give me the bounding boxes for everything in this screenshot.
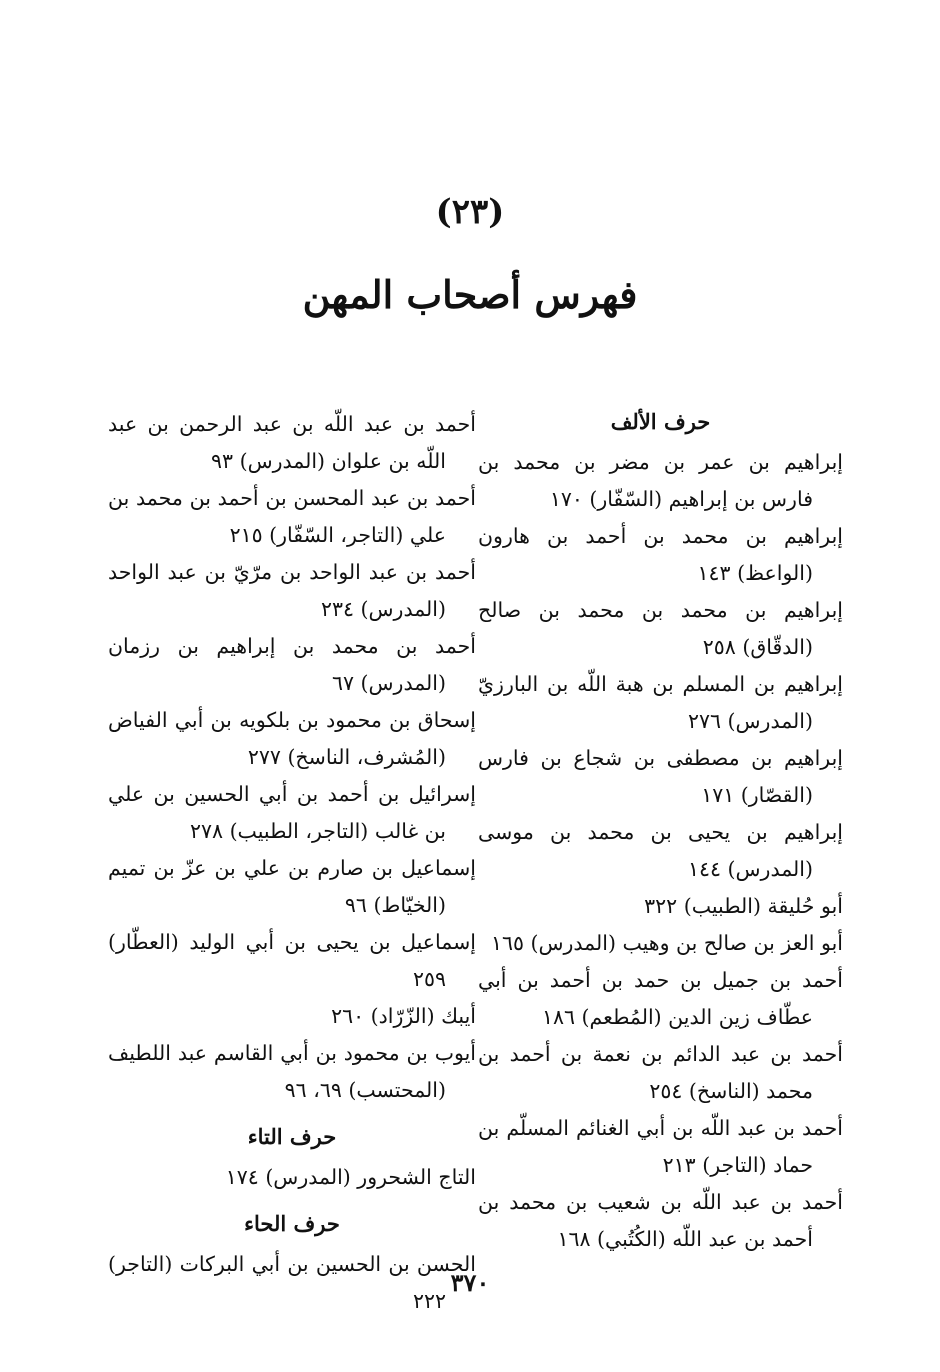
index-entry: إبراهيم بن مصطفى بن شجاع بن فارس (القصّار) ١٧١	[478, 746, 843, 807]
index-column-left	[108, 406, 476, 1320]
index-entry: أحمد بن عبد اللّه بن عبد الرحمن بن عبد اللّه بن علوان (المدرس) ٩٣	[108, 412, 476, 473]
section-heading-ta: حرف التاء	[247, 1124, 337, 1149]
index-entry: أحمد بن جميل بن حمد بن أحمد بن أبي عطّاف زين الدين (المُطعم) ١٨٦	[478, 968, 843, 1029]
index-entry: إبراهيم بن يحيى بن محمد بن موسى (المدرس) ١٤٤	[478, 820, 843, 881]
index-entry: أحمد بن عبد المحسن بن أحمد بن محمد بن علي (التاجر، السّفّار) ٢١٥	[108, 486, 476, 547]
index-entry: إبراهيم بن المسلم بن هبة اللّه بن البارزيّ (المدرس) ٢٧٦	[478, 672, 843, 733]
index-entry: إسماعيل بن صارم بن علي بن عزّ بن تميم (الخيّاط) ٩٦	[108, 856, 476, 917]
chapter-number: (٢٣)	[435, 192, 505, 232]
index-entry: أبو حُليقة (الطبيب) ٣٢٢	[644, 894, 843, 918]
index-entry: إبراهيم بن محمد بن أحمد بن هارون (الواعظ) ١٤٣	[478, 524, 843, 585]
index-entry: أحمد بن عبد اللّه بن شعيب بن محمد بن أحمد بن عبد اللّه (الكُتُبي) ١٦٨	[478, 1190, 843, 1251]
index-entry: أحمد بن عبد الدائم بن نعمة بن أحمد بن محمد (الناسخ) ٢٥٤	[478, 1042, 843, 1103]
index-entry: إسحاق بن محمود بن بلكويه بن أبي الفياض (المُشرف، الناسخ) ٢٧٧	[108, 708, 476, 769]
page-number: ٣٧٠	[450, 1268, 490, 1297]
index-entry: أبو العز بن صالح بن وهيب (المدرس) ١٦٥	[490, 931, 843, 955]
index-entry: أحمد بن عبد الواحد بن مرّيّ بن عبد الواحد (المدرس) ٢٣٤	[108, 560, 476, 621]
index-entry: أيوب بن محمود بن أبي القاسم عبد اللطيف (المحتسب) ٦٩، ٩٦	[108, 1041, 476, 1102]
section-heading-alif: حرف الألف	[610, 409, 711, 434]
index-entry: أحمد بن عبد اللّه بن أبي الغنائم المسلّم بن حماد (التاجر) ٢١٣	[478, 1116, 843, 1177]
index-entry: الحسن بن الحسين بن أبي البركات (التاجر) ٢٢٢	[108, 1252, 476, 1313]
index-entry: أحمد بن محمد بن إبراهيم بن رزمان (المدرس) ٦٧	[108, 634, 476, 695]
section-heading-ha: حرف الحاء	[244, 1211, 340, 1236]
index-column-right	[478, 406, 843, 1258]
page-title: فهرس أصحاب المهن	[302, 272, 638, 317]
index-entry: إسرائيل بن أحمد بن أبي الحسين بن علي بن غالب (التاجر، الطبيب) ٢٧٨	[108, 782, 476, 843]
index-entry: إبراهيم بن محمد بن محمد بن صالح (الدقّاق) ٢٥٨	[478, 598, 843, 659]
index-entry: التاج الشحرور (المدرس) ١٧٤	[225, 1165, 476, 1189]
index-entry: إسماعيل بن يحيى بن أبي الوليد (العطّار) ٢٥٩	[108, 930, 476, 991]
index-entry: إبراهيم بن عمر بن مضر بن محمد بن فارس بن إبراهيم (السّفّار) ١٧٠	[478, 450, 843, 511]
index-entry: أيبك (الزّرّاد) ٢٦٠	[331, 1004, 476, 1028]
